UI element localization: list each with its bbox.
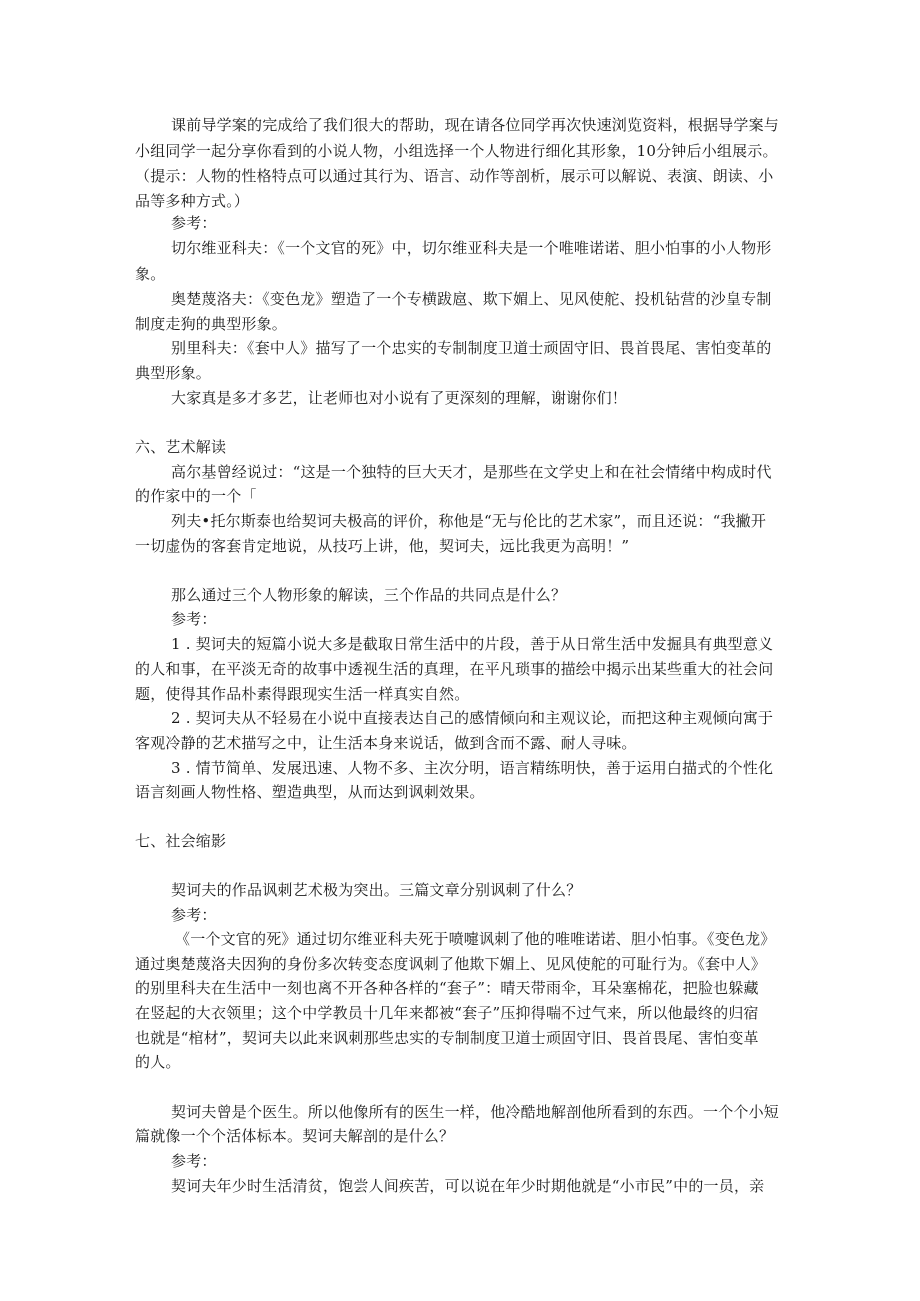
- text-line: 1 . 契诃夫的短篇小说大多是截取日常生活中的片段，善于从日常生活中发掘具有典型意义: [171, 635, 774, 653]
- text-line: 契诃夫曾是个医生。所以他像所有的医生一样，他冷酷地解剖他所看到的东西。一个个小短: [171, 1103, 780, 1121]
- text-line: 列夫•托尔斯泰也给契诃夫极高的评价，称他是“无与伦比的艺术家”，而且还说：“我撇开: [171, 512, 767, 530]
- text-line: 品等多种方式。）: [135, 192, 250, 210]
- text-line: 那么通过三个人物形象的解读，三个作品的共同点是什么？: [171, 586, 567, 604]
- section-heading: 六、艺术解读: [135, 438, 227, 456]
- text-line: 参考：: [171, 906, 217, 924]
- text-line: 3 . 情节简单、发展迅速、人物不多、主次分明，语言精练明快，善于运用白描式的个性化: [171, 759, 774, 777]
- text-line: 契诃夫年少时生活清贫，饱尝人间疾苦，可以说在年少时期他就是“小市民”中的一员，亲: [171, 1177, 765, 1195]
- text-line: 参考：: [171, 1152, 217, 1170]
- text-line: 一切虚伪的客套肯定地说，从技巧上讲，他，契诃夫，远比我更为高明！”: [135, 537, 630, 555]
- section-heading: 七、社会缩影: [135, 832, 227, 850]
- text-line: 题，使得其作品朴素得跟现实生活一样真实自然。: [135, 685, 470, 703]
- text-line: 课前导学案的完成给了我们很大的帮助，现在请各位同学再次快速浏览资料，根据导学案与: [171, 116, 780, 134]
- text-line: 《一个文官的死》通过切尔维亚科夫死于喷嚏讽刺了他的唯唯诺诺、胆小怕事。《变色龙》: [175, 930, 776, 948]
- text-line: 高尔基曾经说过：“这是一个独特的巨大天才，是那些在文学史上和在社会情绪中构成时代: [171, 463, 772, 481]
- text-line: 大家真是多才多艺，让老师也对小说有了更深刻的理解，谢谢你们！: [171, 389, 628, 407]
- text-line: 也就是“棺材”，契诃夫以此来讽刺那些忠实的专制制度卫道士顽固守旧、畏首畏尾、害怕变革: [135, 1029, 759, 1047]
- text-line: 客观冷静的艺术描写之中，让生活本身来说话，做到含而不露、耐人寻味。: [135, 734, 637, 752]
- text-line: 小组同学一起分享你看到的小说人物，小组选择一个人物进行细化其形象，10分钟后小组展示。: [135, 142, 778, 160]
- text-line: 别里科夫：《套中人》描写了一个忠实的专制制度卫道士顽固守旧、畏首畏尾、害怕变革的: [171, 339, 772, 357]
- text-line: 契诃夫的作品讽刺艺术极为突出。三篇文章分别讽刺了什么？: [171, 881, 582, 899]
- text-line: 的作家中的一个「: [135, 487, 257, 505]
- text-line: 参考：: [171, 214, 217, 232]
- text-line: 参考：: [171, 610, 217, 628]
- text-line: 象。: [135, 265, 166, 283]
- text-line: 的人。: [135, 1053, 181, 1071]
- text-line: 切尔维亚科夫：《一个文官的死》中，切尔维亚科夫是一个唯唯诺诺、胆小怕事的小人物形: [171, 239, 772, 257]
- text-line: 2 . 契诃夫从不轻易在小说中直接表达自己的感情倾向和主观议论，而把这种主观倾向寓于: [171, 709, 774, 727]
- text-line: （提示：人物的性格特点可以通过其行为、语言、动作等剖析，展示可以解说、表演、朗读、小: [135, 167, 774, 185]
- text-line: 的人和事，在平淡无奇的故事中透视生活的真理，在平凡琐事的描绘中揭示出某些重大的社会问: [135, 660, 774, 678]
- text-line: 制度走狗的典型形象。: [135, 315, 288, 333]
- text-line: 的别里科夫在生活中一刻也离不开各种各样的“套子”：晴天带雨伞，耳朵塞棉花，把脸也躲藏: [135, 979, 759, 997]
- text-line: 典型形象。: [135, 364, 212, 382]
- text-line: 通过奥楚蔑洛夫因狗的身份多次转变态度讽刺了他欺下媚上、见风使舵的可耻行为。《套中人》: [135, 955, 766, 973]
- text-line: 奥楚蔑洛夫：《变色龙》塑造了一个专横跋扈、欺下媚上、见风使舵、投机钻营的沙皇专制: [171, 290, 772, 308]
- text-line: 篇就像一个个活体标本。契诃夫解剖的是什么？: [135, 1127, 455, 1145]
- text-line: 在竖起的大衣领里；这个中学教员十几年来都被“套子”压抑得喘不过气来，所以他最终的归宿: [135, 1004, 759, 1022]
- text-line: 语言刻画人物性格、塑造典型，从而达到讽刺效果。: [135, 783, 485, 801]
